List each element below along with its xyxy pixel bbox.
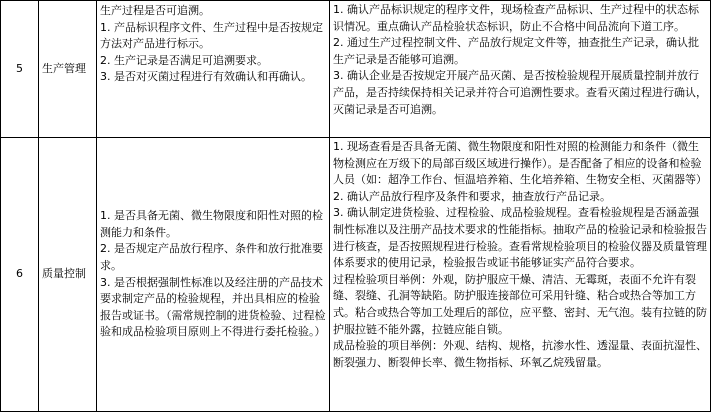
requirement-line: 3. 是否对灭菌过程进行有效确认和再确认。 (100, 70, 312, 84)
method-line: 2. 确认产品放行程序及条件和要求，抽查放行产品记录。 (333, 189, 611, 203)
requirements-cell (97, 1, 330, 138)
method-line: 2. 通过生产过程控制文件、产品放行规定文件等，抽查批生产记录，确认批生产记录是否能够可追溯。 (333, 36, 699, 66)
table-row (1, 138, 711, 412)
requirement-line: 1. 产品标识程序文件、生产过程中是否按规定方法对产品进行标示。 (100, 20, 323, 51)
method-line: 1. 现场查看是否具备无菌、微生物限度和阳性对照的检测能力和条件（微生物检测应在万级下的局部百级区域进行操作）。是否配备了相应的设备和检验人员（如：超净工作台、恒温培养箱、生化培养箱、生物安全柜、灭菌器等） (333, 140, 707, 187)
methods-cell (330, 1, 711, 138)
methods-cell (330, 138, 711, 412)
requirements-cell (97, 138, 330, 412)
requirement-line: 2. 是否规定产品放行程序、条件和放行批准要求。 (100, 242, 323, 272)
method-line: 3. 确认制定进货检验、过程检验、成品检验规程。查看检验规程是否涵盖强制性标准以及注册产品技术要求的性能指标。抽取产品的检验记录和检验报告进行核查，是否按照规程进行检验。查看常规检验项目的检验仪器及质量管理体系要求的使用记录，检验报告或证书能够证实产品符合要求。 (333, 206, 707, 270)
method-line: 3. 确认企业是否按规定开展产品灭菌、是否按检验规程开展质量控制并放行产品，是否持续保持相关记录并符合可追溯性要求。查看灭菌过程进行确认，灭菌记录是否可追溯。 (333, 69, 707, 116)
requirement-line: 生产过程是否可追溯。 (100, 4, 210, 17)
table-row (1, 1, 711, 138)
row-number: 5 (1, 1, 39, 138)
method-line: 过程检验项目举例：外观，防护服应干燥、清洁、无霉斑，表面不允许有裂缝、裂缝、孔洞等缺陷。防护服连接部位可采用针缝、粘合或热合等加工方式。粘合或热合等加工处理后的部位，应平整、密封、无气泡。装有拉链的防护服拉链不能外露，拉链应能自锁。 (333, 272, 707, 336)
item-name: 质量控制 (39, 138, 97, 412)
requirement-line: 3. 是否根据强制性标准以及经注册的产品技术要求制定产品的检验规程，并出具相应的检验报告或证书。（需常规控制的进货检验、过程检验和成品检验项目原则上不得进行委托检验。） (100, 275, 326, 339)
row-number: 6 (1, 138, 39, 412)
method-line: 1. 确认产品标识规定的程序文件，现场检查产品标识、生产过程中的状态标识情况。重点确认产品检验状态标识，防止不合格中间品流向下道工序。 (333, 3, 699, 33)
requirement-line: 2. 生产记录是否满足可追溯要求。 (100, 53, 268, 67)
requirement-line: 1. 是否具备无菌、微生物限度和阳性对照的检测能力和条件。 (100, 209, 323, 239)
method-line: 成品检验的项目举例：外观、结构、规格，抗渗水性、透湿量、表面抗湿性、断裂强力、断裂伸长率、微生物指标、环氧乙烷残留量。 (333, 339, 707, 369)
item-name: 生产管理 (39, 1, 97, 138)
